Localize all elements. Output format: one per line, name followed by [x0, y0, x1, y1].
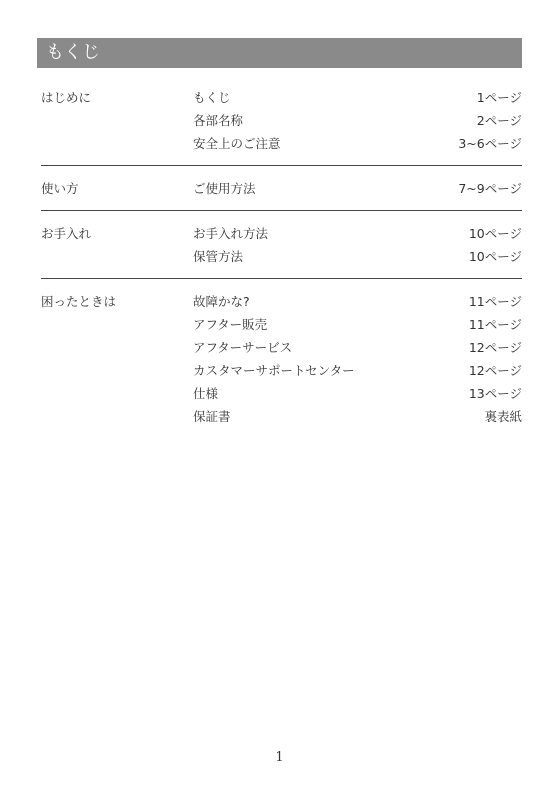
toc-section-usage	[41, 165, 522, 210]
entry-title: 保管方法	[193, 249, 244, 264]
toc-entry	[193, 405, 522, 428]
toc-entry	[193, 382, 522, 405]
entry-title: 故障かな?	[193, 294, 250, 309]
toc-entry	[193, 109, 522, 132]
toc-section-introduction	[41, 86, 522, 165]
section-label: お手入れ	[41, 226, 92, 241]
entry-page: 裏表紙	[484, 409, 522, 424]
entry-page: 3~6ページ	[458, 136, 522, 151]
entry-page: 12ページ	[468, 340, 522, 355]
toc-entry	[193, 86, 522, 109]
toc-entry	[193, 245, 522, 268]
entry-title: お手入れ方法	[193, 226, 269, 241]
entry-title: 各部名称	[193, 113, 244, 128]
entry-page: 13ページ	[468, 386, 522, 401]
entry-title: 保証書	[193, 409, 231, 424]
toc-entry	[193, 222, 522, 245]
entry-page: 11ページ	[468, 294, 522, 309]
page-number: 1	[275, 750, 284, 765]
entry-title: アフター販売	[193, 317, 268, 332]
entry-title: もくじ	[193, 90, 231, 105]
entry-title: 安全上のご注意	[193, 136, 281, 151]
entry-page: 1ページ	[476, 90, 522, 105]
entry-page: 11ページ	[468, 317, 522, 332]
table-of-contents	[41, 86, 522, 438]
entry-page: 7~9ページ	[458, 181, 522, 196]
page-title: もくじ	[37, 38, 522, 68]
toc-section-troubleshooting	[41, 278, 522, 438]
entry-page: 2ページ	[476, 113, 522, 128]
entry-page: 10ページ	[468, 249, 522, 264]
entry-title: カスタマーサポートセンター	[193, 363, 355, 378]
toc-entry	[193, 336, 522, 359]
entry-title: ご使用方法	[193, 181, 256, 196]
entry-title: アフターサービス	[193, 340, 293, 355]
entry-page: 12ページ	[468, 363, 522, 378]
section-label: はじめに	[41, 90, 92, 105]
toc-entry	[193, 290, 522, 313]
toc-entry	[193, 359, 522, 382]
toc-section-maintenance	[41, 210, 522, 278]
toc-entry	[193, 313, 522, 336]
toc-entry	[193, 132, 522, 155]
section-label: 使い方	[41, 181, 79, 196]
entry-page: 10ページ	[468, 226, 522, 241]
toc-entry	[193, 177, 522, 200]
entry-title: 仕様	[193, 386, 219, 401]
section-label: 困ったときは	[41, 294, 117, 309]
